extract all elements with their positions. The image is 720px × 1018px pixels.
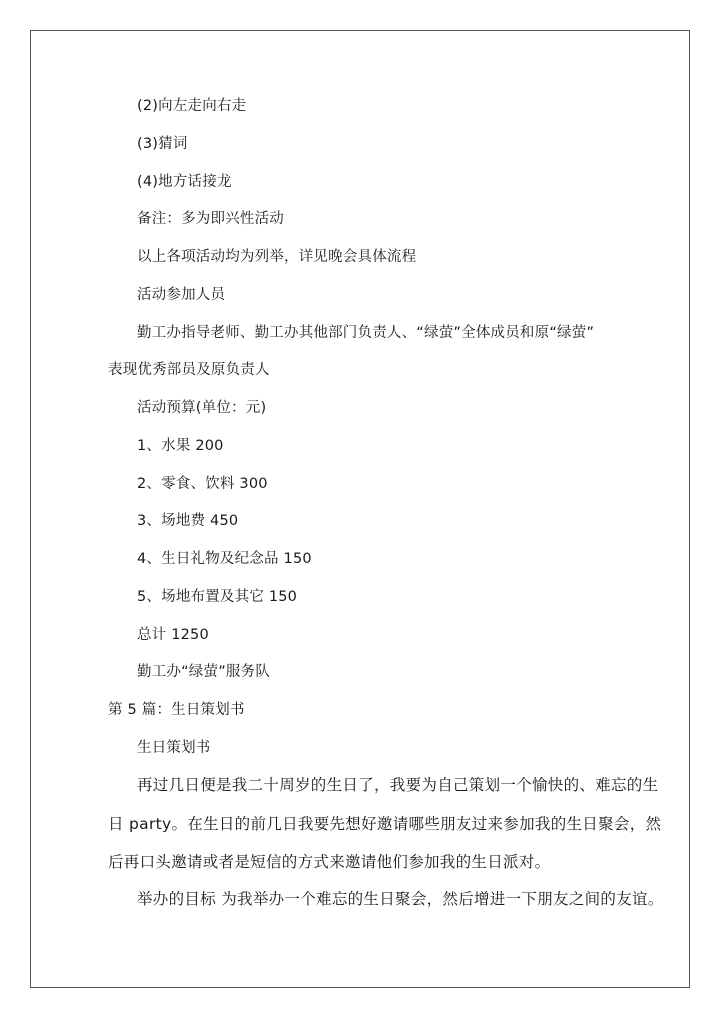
participants-text: 勤工办指导老师、勤工办其他部门负责人、“绿萤”全体成员和原“绿萤” [137,325,595,341]
budget-heading: 活动预算(单位：元) [137,400,267,416]
participants-text-cont: 表现优秀部员及原负责人 [108,362,270,378]
paragraph-line-2: 日 party。在生日的前几日我要先想好邀请哪些朋友过来参加我的生日聚会，然 [108,815,662,833]
page-frame [30,30,690,988]
goal-text: 举办的目标 为我举办一个难忘的生日聚会，然后增进一下朋友之间的友谊。 [137,890,664,908]
list-item-game-4: (4)地方话接龙 [137,174,232,190]
budget-item-2: 2、零食、饮料 300 [137,476,268,492]
signature-team: 勤工办“绿萤”服务队 [137,664,271,680]
list-item-game-2: (2)向左走向右走 [137,98,247,114]
budget-total: 总计 1250 [137,627,209,643]
budget-item-4: 4、生日礼物及纪念品 150 [137,551,312,567]
participants-heading: 活动参加人员 [137,287,226,303]
list-item-game-3: (3)猜词 [137,136,188,152]
section-subtitle: 生日策划书 [137,740,211,756]
activities-note: 以上各项活动均为列举，详见晚会具体流程 [137,249,417,265]
section-title: 第 5 篇：生日策划书 [108,702,245,718]
budget-item-1: 1、水果 200 [137,438,224,454]
remark-text: 备注：多为即兴性活动 [137,211,284,227]
paragraph-line-3: 后再口头邀请或者是短信的方式来邀请他们参加我的生日派对。 [108,853,551,871]
budget-item-5: 5、场地布置及其它 150 [137,589,298,605]
budget-item-3: 3、场地费 450 [137,513,239,529]
paragraph-line-1: 再过几日便是我二十周岁的生日了，我要为自己策划一个愉快的、难忘的生 [137,776,659,794]
